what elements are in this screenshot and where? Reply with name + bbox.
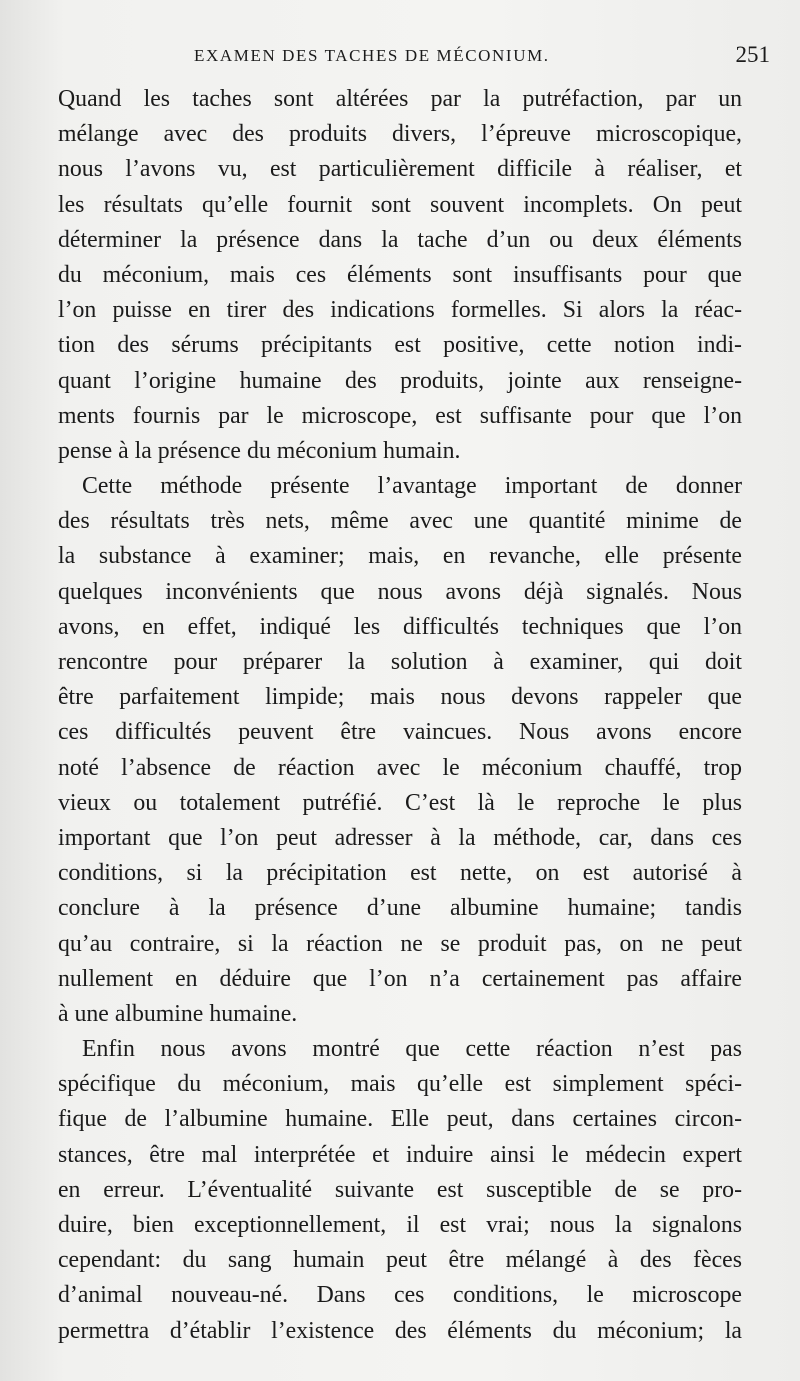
text-line: nous l’avons vu, est particulièrement difficile à réaliser, et <box>58 156 742 183</box>
running-head <box>60 42 770 76</box>
text-line: d’animal nouveau-né. Dans ces conditions, le microscope <box>58 1282 742 1309</box>
text-line: important que l’on peut adresser à la méthode, car, dans ces <box>58 824 742 851</box>
text-line: quant l’origine humaine des produits, jointe aux renseigne- <box>58 367 742 394</box>
text-line: du méconium, mais ces éléments sont insuffisants pour que <box>58 261 742 288</box>
text-line: cependant: du sang humain peut être mélangé à des fèces <box>58 1247 742 1274</box>
text-line: Enfin nous avons montré que cette réaction n’est pas <box>82 1036 742 1063</box>
text-line: à une albumine humaine. <box>58 1000 298 1027</box>
text-line: vieux ou totalement putréfié. C’est là le reproche le plus <box>58 789 742 816</box>
text-line: fique de l’albumine humaine. Elle peut, dans certaines circon- <box>58 1106 742 1133</box>
text-line: ces difficultés peuvent être vaincues. Nous avons encore <box>58 719 742 746</box>
text-line: qu’au contraire, si la réaction ne se produit pas, on ne peut <box>58 930 742 957</box>
text-line: spécifique du méconium, mais qu’elle est simplement spéci- <box>58 1071 742 1098</box>
text-line: avons, en effet, indiqué les difficultés techniques que l’on <box>58 613 742 640</box>
text-line: duire, bien exceptionnellement, il est vrai; nous la signalons <box>58 1212 742 1238</box>
text-line: rencontre pour préparer la solution à examiner, qui doit <box>58 649 742 675</box>
text-line: la substance à examiner; mais, en revanche, elle présente <box>58 543 742 570</box>
text-line: mélange avec des produits divers, l’épreuve microscopique, <box>58 121 742 148</box>
text-line: les résultats qu’elle fournit sont souvent incomplets. On peut <box>58 191 742 218</box>
text-line: Quand les taches sont altérées par la putréfaction, par un <box>58 86 742 112</box>
text-line: conclure à la présence d’une albumine humaine; tandis <box>58 895 742 922</box>
body-text <box>58 82 742 1349</box>
text-line: noté l’absence de réaction avec le méconium chauffé, trop <box>58 754 742 781</box>
text-line: des résultats très nets, même avec une quantité minime de <box>58 508 742 535</box>
text-line: ments fournis par le microscope, est suffisante pour que l’on <box>58 402 742 429</box>
text-line: pense à la présence du méconium humain. <box>58 437 461 464</box>
text-line: permettra d’établir l’existence des éléments du méconium; la <box>58 1317 742 1344</box>
text-line: en erreur. L’éventualité suivante est susceptible de se pro- <box>58 1176 742 1203</box>
text-line: tion des sérums précipitants est positive, cette notion indi- <box>58 332 742 359</box>
text-line: nullement en déduire que l’on n’a certainement pas affaire <box>58 965 742 992</box>
text-line: être parfaitement limpide; mais nous devons rappeler que <box>58 684 742 711</box>
running-title: EXAMEN DES TACHES DE MÉCONIUM. <box>194 46 550 65</box>
text-line: l’on puisse en tirer des indications formelles. Si alors la réac- <box>58 297 742 324</box>
text-line: stances, être mal interprétée et induire ainsi le médecin expert <box>58 1141 742 1168</box>
page-number: 251 <box>735 42 770 67</box>
text-line: déterminer la présence dans la tache d’un ou deux éléments <box>58 226 742 253</box>
text-line: Cette méthode présente l’avantage important de donner <box>82 473 742 500</box>
text-line: quelques inconvénients que nous avons déjà signalés. Nous <box>58 578 742 605</box>
text-line: conditions, si la précipitation est nette, on est autorisé à <box>58 860 742 887</box>
